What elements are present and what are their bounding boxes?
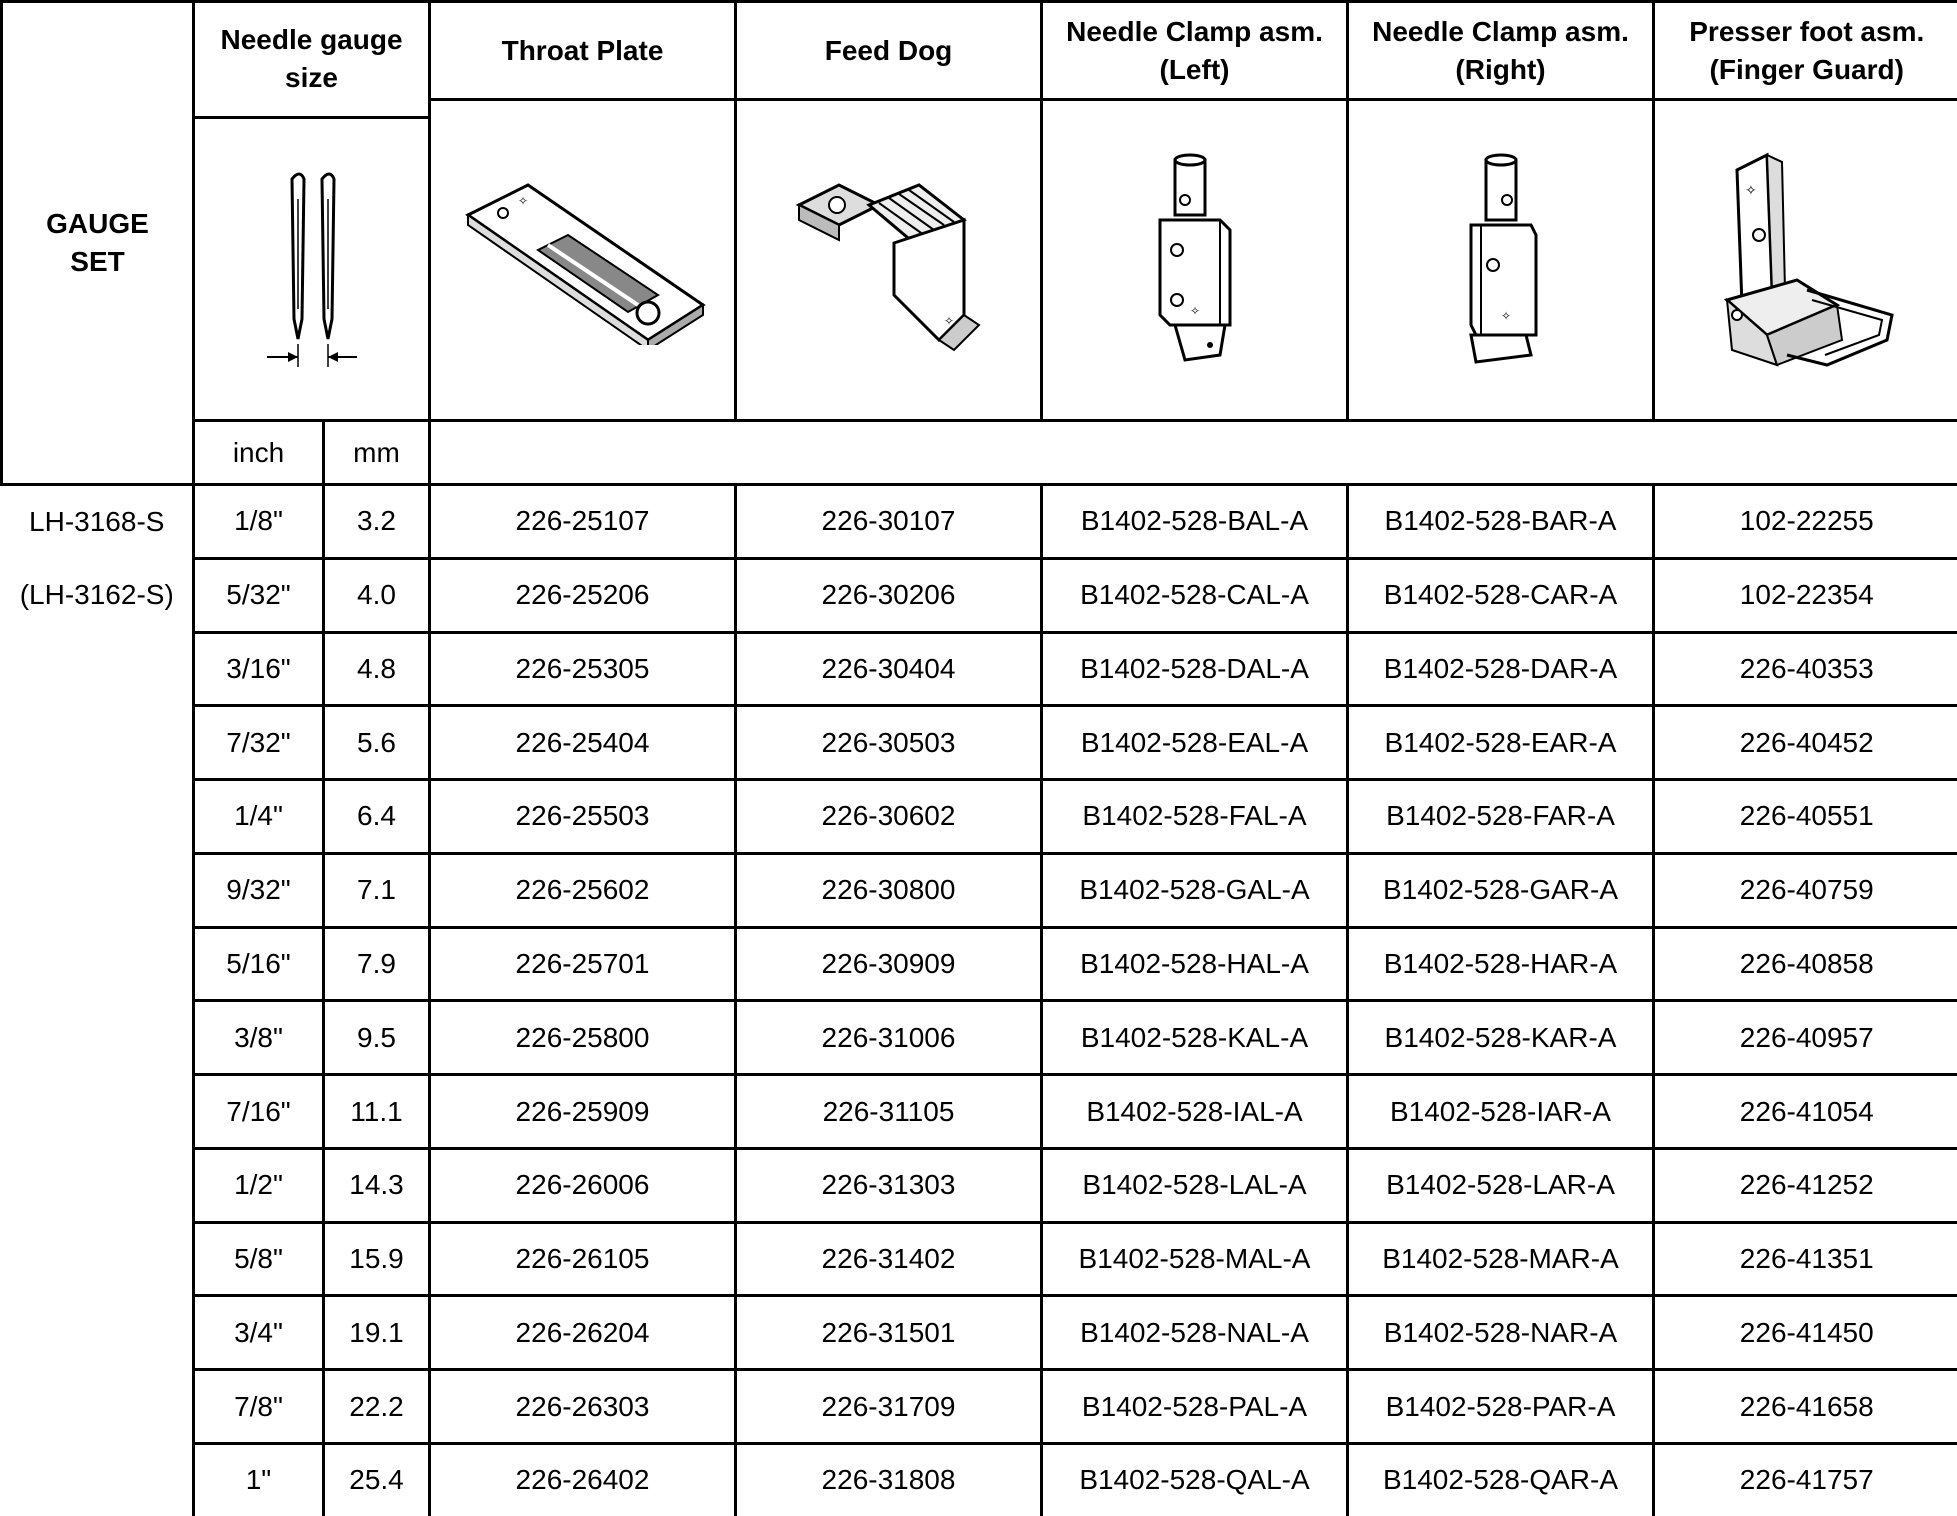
presser-foot-header-line2: (Finger Guard) bbox=[1710, 51, 1904, 89]
gauge-rows bbox=[2, 485, 1957, 1516]
table-row bbox=[2, 558, 1957, 632]
feed-dog-part-cell: 226-31501 bbox=[736, 1296, 1042, 1370]
inch-cell: 9/32" bbox=[194, 853, 324, 927]
needle-clamp-right-part-cell: B1402-528-HAR-A bbox=[1348, 927, 1654, 1001]
table-row bbox=[2, 1296, 1957, 1370]
inch-cell: 5/16" bbox=[194, 927, 324, 1001]
mm-cell: 4.0 bbox=[324, 558, 430, 632]
presser-foot-part-cell: 226-41757 bbox=[1654, 1443, 1957, 1516]
feed-dog-part-cell: 226-31006 bbox=[736, 1001, 1042, 1075]
presser-foot-part-cell: 226-41054 bbox=[1654, 1075, 1957, 1149]
presser-foot-part-cell: 226-41252 bbox=[1654, 1148, 1957, 1222]
needle-clamp-right-part-cell: B1402-528-BAR-A bbox=[1348, 485, 1654, 559]
inch-cell: 7/16" bbox=[194, 1075, 324, 1149]
model-cell: (LH-3162-S) bbox=[2, 558, 194, 632]
mm-cell: 11.1 bbox=[324, 1075, 430, 1149]
needle-clamp-right-part-cell: B1402-528-CAR-A bbox=[1348, 558, 1654, 632]
unit-inch-header: inch bbox=[194, 421, 324, 485]
needle-clamp-right-header-line2: (Right) bbox=[1455, 51, 1545, 89]
presser-foot-part-cell: 226-41351 bbox=[1654, 1222, 1957, 1296]
needle-clamp-left-part-cell: B1402-528-LAL-A bbox=[1042, 1148, 1348, 1222]
presser-foot-header-label-box bbox=[1655, 3, 1957, 101]
gauge-set-header-line2: SET bbox=[3, 243, 192, 281]
needle-clamp-left-part-cell: B1402-528-CAL-A bbox=[1042, 558, 1348, 632]
presser-foot-part-cell: 226-40858 bbox=[1654, 927, 1957, 1001]
needle-clamp-right-part-cell: B1402-528-IAR-A bbox=[1348, 1075, 1654, 1149]
throat-plate-header-label: Throat Plate bbox=[502, 32, 664, 70]
needle-clamp-left-part-cell: B1402-528-DAL-A bbox=[1042, 632, 1348, 706]
model-cell-empty bbox=[2, 1148, 194, 1222]
needle-clamp-right-part-cell: B1402-528-FAR-A bbox=[1348, 780, 1654, 854]
presser-foot-part-cell: 226-41658 bbox=[1654, 1370, 1957, 1444]
needle-clamp-right-part-cell: B1402-528-EAR-A bbox=[1348, 706, 1654, 780]
needle-clamp-right-part-cell: B1402-528-PAR-A bbox=[1348, 1370, 1654, 1444]
needle-clamp-left-part-cell: B1402-528-BAL-A bbox=[1042, 485, 1348, 559]
presser-foot-part-cell: 226-41450 bbox=[1654, 1296, 1957, 1370]
feed-dog-icon bbox=[789, 165, 989, 355]
inch-cell: 3/16" bbox=[194, 632, 324, 706]
needle-clamp-left-part-cell: B1402-528-FAL-A bbox=[1042, 780, 1348, 854]
mm-cell: 5.6 bbox=[324, 706, 430, 780]
needle-clamp-right-part-cell: B1402-528-QAR-A bbox=[1348, 1443, 1654, 1516]
needle-clamp-right-part-cell: B1402-528-MAR-A bbox=[1348, 1222, 1654, 1296]
table-row bbox=[2, 853, 1957, 927]
needle-clamp-left-header-line2: (Left) bbox=[1160, 51, 1230, 89]
needle-clamp-left-icon bbox=[1135, 150, 1255, 370]
presser-foot-part-cell: 226-40759 bbox=[1654, 853, 1957, 927]
mm-cell: 3.2 bbox=[324, 485, 430, 559]
throat-plate-part-cell: 226-25107 bbox=[430, 485, 736, 559]
needle-gauge-size-header-line1: Needle gauge bbox=[195, 21, 428, 59]
needle-clamp-left-part-cell: B1402-528-HAL-A bbox=[1042, 927, 1348, 1001]
needle-gauge-illustration bbox=[194, 117, 430, 420]
svg-text:✧: ✧ bbox=[1190, 304, 1200, 318]
needle-clamp-left-header bbox=[1042, 2, 1348, 421]
table-row bbox=[2, 927, 1957, 1001]
needle-clamp-right-part-cell: B1402-528-KAR-A bbox=[1348, 1001, 1654, 1075]
model-cell-empty bbox=[2, 1296, 194, 1370]
presser-foot-part-cell: 102-22354 bbox=[1654, 558, 1957, 632]
mm-cell: 14.3 bbox=[324, 1148, 430, 1222]
svg-text:✧: ✧ bbox=[518, 194, 528, 208]
needle-clamp-left-part-cell: B1402-528-QAL-A bbox=[1042, 1443, 1348, 1516]
feed-dog-part-cell: 226-31402 bbox=[736, 1222, 1042, 1296]
inch-cell: 5/8" bbox=[194, 1222, 324, 1296]
inch-cell: 7/8" bbox=[194, 1370, 324, 1444]
presser-foot-part-cell: 102-22255 bbox=[1654, 485, 1957, 559]
feed-dog-part-cell: 226-30206 bbox=[736, 558, 1042, 632]
needle-clamp-right-illustration bbox=[1349, 101, 1652, 419]
feed-dog-header bbox=[736, 2, 1042, 421]
header-row-titles bbox=[2, 2, 1957, 118]
throat-plate-header-label-box bbox=[431, 3, 734, 101]
table-row bbox=[2, 706, 1957, 780]
feed-dog-illustration bbox=[737, 101, 1040, 419]
presser-foot-header-line1: Presser foot asm. bbox=[1689, 13, 1924, 51]
needle-clamp-left-part-cell: B1402-528-EAL-A bbox=[1042, 706, 1348, 780]
model-cell-empty bbox=[2, 1001, 194, 1075]
table-row bbox=[2, 485, 1957, 559]
needle-clamp-right-header-label-box bbox=[1349, 3, 1652, 101]
needle-clamp-left-part-cell: B1402-528-IAL-A bbox=[1042, 1075, 1348, 1149]
needle-gauge-size-header bbox=[194, 2, 430, 118]
svg-text:✧: ✧ bbox=[944, 314, 954, 328]
feed-dog-part-cell: 226-30404 bbox=[736, 632, 1042, 706]
model-cell-empty bbox=[2, 780, 194, 854]
needle-clamp-right-part-cell: B1402-528-LAR-A bbox=[1348, 1148, 1654, 1222]
throat-plate-icon bbox=[458, 175, 708, 345]
model-cell-empty bbox=[2, 927, 194, 1001]
gauge-set-header-line1: GAUGE bbox=[3, 205, 192, 243]
inch-cell: 1/4" bbox=[194, 780, 324, 854]
needle-clamp-right-part-cell: B1402-528-NAR-A bbox=[1348, 1296, 1654, 1370]
needle-clamp-left-part-cell: B1402-528-MAL-A bbox=[1042, 1222, 1348, 1296]
presser-foot-icon bbox=[1707, 140, 1907, 380]
table-row bbox=[2, 632, 1957, 706]
inch-cell: 1/8" bbox=[194, 485, 324, 559]
needle-clamp-left-header-label-box bbox=[1043, 3, 1346, 101]
needle-clamp-left-part-cell: B1402-528-KAL-A bbox=[1042, 1001, 1348, 1075]
mm-cell: 7.9 bbox=[324, 927, 430, 1001]
throat-plate-part-cell: 226-25800 bbox=[430, 1001, 736, 1075]
throat-plate-part-cell: 226-25305 bbox=[430, 632, 736, 706]
presser-foot-part-cell: 226-40452 bbox=[1654, 706, 1957, 780]
inch-cell: 5/32" bbox=[194, 558, 324, 632]
throat-plate-part-cell: 226-25503 bbox=[430, 780, 736, 854]
inch-cell: 3/8" bbox=[194, 1001, 324, 1075]
feed-dog-header-label-box bbox=[737, 3, 1040, 101]
mm-cell: 15.9 bbox=[324, 1222, 430, 1296]
throat-plate-part-cell: 226-26204 bbox=[430, 1296, 736, 1370]
inch-cell: 7/32" bbox=[194, 706, 324, 780]
header-row-units bbox=[2, 421, 1957, 485]
needle-clamp-right-header-line1: Needle Clamp asm. bbox=[1372, 13, 1629, 51]
throat-plate-part-cell: 226-26105 bbox=[430, 1222, 736, 1296]
model-cell-empty bbox=[2, 1075, 194, 1149]
table-row bbox=[2, 1370, 1957, 1444]
feed-dog-header-label: Feed Dog bbox=[825, 32, 953, 70]
needles-icon bbox=[252, 169, 372, 369]
inch-cell: 3/4" bbox=[194, 1296, 324, 1370]
model-cell-empty bbox=[2, 1222, 194, 1296]
throat-plate-part-cell: 226-25404 bbox=[430, 706, 736, 780]
needle-clamp-right-part-cell: B1402-528-DAR-A bbox=[1348, 632, 1654, 706]
feed-dog-part-cell: 226-31105 bbox=[736, 1075, 1042, 1149]
needle-gauge-size-header-line2: size bbox=[195, 59, 428, 97]
throat-plate-part-cell: 226-26006 bbox=[430, 1148, 736, 1222]
presser-foot-part-cell: 226-40551 bbox=[1654, 780, 1957, 854]
throat-plate-illustration bbox=[431, 101, 734, 419]
model-cell-empty bbox=[2, 706, 194, 780]
feed-dog-part-cell: 226-31709 bbox=[736, 1370, 1042, 1444]
needle-clamp-right-header bbox=[1348, 2, 1654, 421]
presser-foot-illustration bbox=[1655, 101, 1957, 419]
throat-plate-part-cell: 226-25602 bbox=[430, 853, 736, 927]
needle-clamp-left-part-cell: B1402-528-NAL-A bbox=[1042, 1296, 1348, 1370]
needle-clamp-left-header-line1: Needle Clamp asm. bbox=[1066, 13, 1323, 51]
throat-plate-header bbox=[430, 2, 736, 421]
mm-cell: 19.1 bbox=[324, 1296, 430, 1370]
svg-text:✧: ✧ bbox=[1745, 183, 1757, 199]
feed-dog-part-cell: 226-31808 bbox=[736, 1443, 1042, 1516]
feed-dog-part-cell: 226-31303 bbox=[736, 1148, 1042, 1222]
mm-cell: 7.1 bbox=[324, 853, 430, 927]
inch-cell: 1" bbox=[194, 1443, 324, 1516]
needle-clamp-left-illustration bbox=[1043, 101, 1346, 419]
presser-foot-part-cell: 226-40353 bbox=[1654, 632, 1957, 706]
throat-plate-part-cell: 226-25701 bbox=[430, 927, 736, 1001]
feed-dog-part-cell: 226-30503 bbox=[736, 706, 1042, 780]
presser-foot-part-cell: 226-40957 bbox=[1654, 1001, 1957, 1075]
mm-cell: 9.5 bbox=[324, 1001, 430, 1075]
throat-plate-part-cell: 226-25206 bbox=[430, 558, 736, 632]
throat-plate-part-cell: 226-26402 bbox=[430, 1443, 736, 1516]
table-row bbox=[2, 1001, 1957, 1075]
unit-mm-header: mm bbox=[324, 421, 430, 485]
table-row bbox=[2, 780, 1957, 854]
model-cell-empty bbox=[2, 853, 194, 927]
needle-clamp-left-part-cell: B1402-528-PAL-A bbox=[1042, 1370, 1348, 1444]
table-row bbox=[2, 1443, 1957, 1516]
mm-cell: 6.4 bbox=[324, 780, 430, 854]
needle-clamp-right-part-cell: B1402-528-GAR-A bbox=[1348, 853, 1654, 927]
model-cell-empty bbox=[2, 1370, 194, 1444]
feed-dog-part-cell: 226-30602 bbox=[736, 780, 1042, 854]
throat-plate-part-cell: 226-26303 bbox=[430, 1370, 736, 1444]
table-row bbox=[2, 1222, 1957, 1296]
mm-cell: 4.8 bbox=[324, 632, 430, 706]
mm-cell: 22.2 bbox=[324, 1370, 430, 1444]
model-cell: LH-3168-S bbox=[2, 485, 194, 559]
feed-dog-part-cell: 226-30800 bbox=[736, 853, 1042, 927]
feed-dog-part-cell: 226-30909 bbox=[736, 927, 1042, 1001]
needle-clamp-right-icon bbox=[1441, 150, 1561, 370]
presser-foot-header bbox=[1654, 2, 1957, 421]
model-cell-empty bbox=[2, 632, 194, 706]
table-row bbox=[2, 1075, 1957, 1149]
model-cell-empty bbox=[2, 1443, 194, 1516]
table-row bbox=[2, 1148, 1957, 1222]
inch-cell: 1/2" bbox=[194, 1148, 324, 1222]
mm-cell: 25.4 bbox=[324, 1443, 430, 1516]
feed-dog-part-cell: 226-30107 bbox=[736, 485, 1042, 559]
gauge-set-header bbox=[2, 2, 194, 485]
svg-text:✧: ✧ bbox=[1501, 309, 1511, 323]
needle-clamp-left-part-cell: B1402-528-GAL-A bbox=[1042, 853, 1348, 927]
throat-plate-part-cell: 226-25909 bbox=[430, 1075, 736, 1149]
